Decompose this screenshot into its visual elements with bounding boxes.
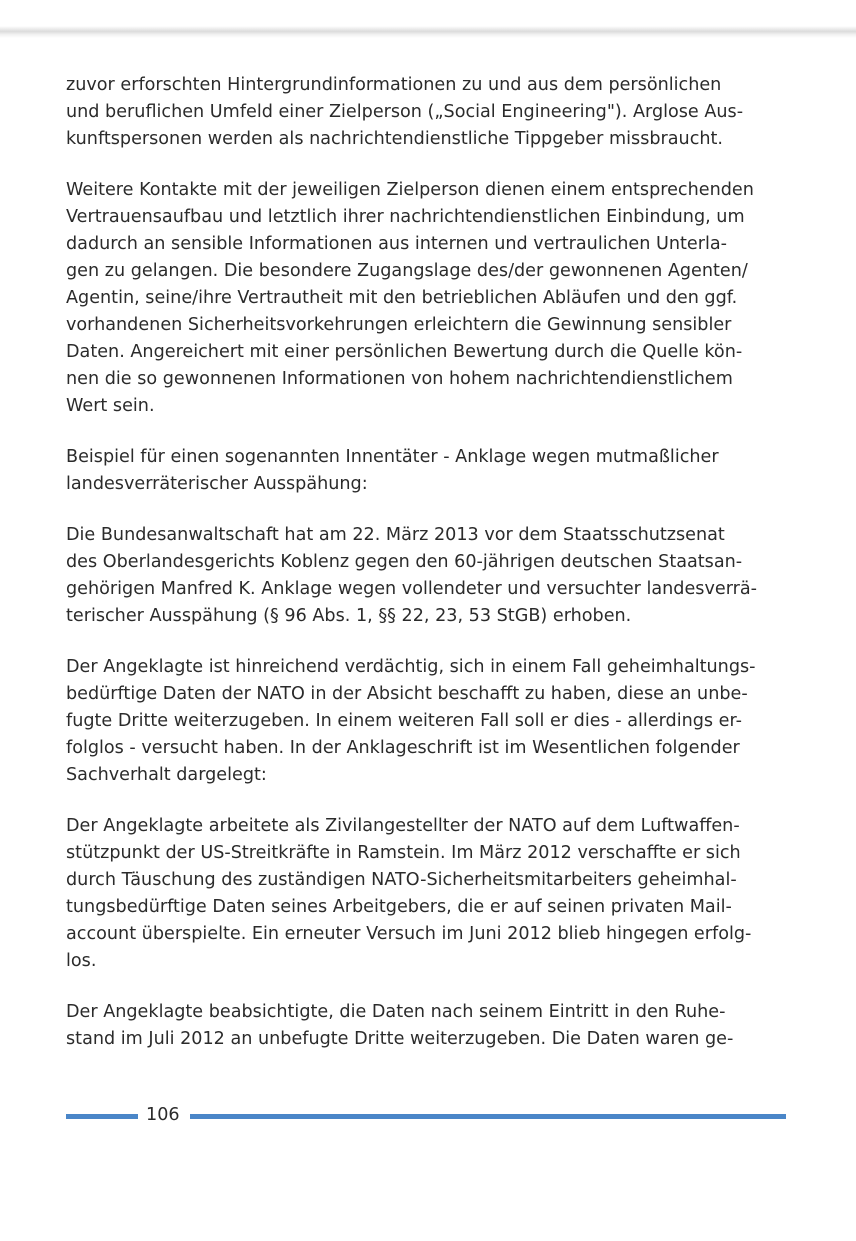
paragraph [66, 72, 796, 153]
text-line: Der Angeklagte ist hinreichend verdächtig, sich in einem Fall geheimhaltungs- [66, 657, 756, 677]
text-line: kunftspersonen werden als nachrichtendienstliche Tippgeber missbraucht. [66, 129, 724, 149]
paragraph [66, 999, 796, 1053]
text-line: des Oberlandesgerichts Koblenz gegen den 60-jährigen deutschen Staatsan- [66, 552, 743, 572]
text-line: terischer Ausspähung (§ 96 Abs. 1, §§ 22, 23, 53 StGB) erhoben. [66, 606, 632, 626]
text-line: landesverräterischer Ausspähung: [66, 474, 368, 494]
text-line: Sachverhalt dargelegt: [66, 765, 267, 785]
text-line: Der Angeklagte beabsichtigte, die Daten nach seinem Eintritt in den Ruhe- [66, 1002, 726, 1022]
text-line: Agentin, seine/ihre Vertrautheit mit den betrieblichen Abläufen und den ggf. [66, 288, 738, 308]
page-number: 106 [146, 1105, 180, 1125]
text-line: stand im Juli 2012 an unbefugte Dritte weiterzugeben. Die Daten waren ge- [66, 1029, 734, 1049]
text-line: stützpunkt der US-Streitkräfte in Ramstein. Im März 2012 verschaffte er sich [66, 843, 741, 863]
paragraph [66, 177, 796, 420]
text-line: und beruflichen Umfeld einer Zielperson („Social Engineering"). Arglose Aus- [66, 102, 744, 122]
text-line: fugte Dritte weiterzugeben. In einem weiteren Fall soll er dies - allerdings er- [66, 711, 742, 731]
text-line: nen die so gewonnenen Informationen von hohem nachrichtendienstlichem [66, 369, 733, 389]
text-line: folglos - versucht haben. In der Anklageschrift ist im Wesentlichen folgender [66, 738, 740, 758]
text-line: Die Bundesanwaltschaft hat am 22. März 2013 vor dem Staatsschutzsenat [66, 525, 725, 545]
text-line: los. [66, 951, 97, 971]
text-line: Der Angeklagte arbeitete als Zivilangestellter der NATO auf dem Luftwaffen- [66, 816, 740, 836]
text-line: tungsbedürftige Daten seines Arbeitgebers, die er auf seinen privaten Mail- [66, 897, 732, 917]
page-footer [0, 1100, 856, 1132]
paragraph [66, 444, 796, 498]
text-line: durch Täuschung des zuständigen NATO-Sicherheitsmitarbeiters geheimhal- [66, 870, 737, 890]
paragraph [66, 654, 796, 789]
text-line: dadurch an sensible Informationen aus internen und vertraulichen Unterla- [66, 234, 727, 254]
text-line: Daten. Angereichert mit einer persönlichen Bewertung durch die Quelle kön- [66, 342, 743, 362]
text-line: vorhandenen Sicherheitsvorkehrungen erleichtern die Gewinnung sensibler [66, 315, 732, 335]
paragraph [66, 813, 796, 975]
paragraph [66, 522, 796, 630]
text-line: account überspielte. Ein erneuter Versuch im Juni 2012 blieb hingegen erfolg- [66, 924, 752, 944]
text-line: gehörigen Manfred K. Anklage wegen vollendeter und versuchter landesverrä- [66, 579, 757, 599]
text-line: Beispiel für einen sogenannten Innentäter - Anklage wegen mutmaßlicher [66, 447, 719, 467]
text-line: zuvor erforschten Hintergrundinformationen zu und aus dem persönlichen [66, 75, 722, 95]
text-line: Vertrauensaufbau und letztlich ihrer nachrichtendienstlichen Einbindung, um [66, 207, 745, 227]
scan-edge-shadow [0, 26, 856, 38]
text-line: gen zu gelangen. Die besondere Zugangslage des/der gewonnenen Agenten/ [66, 261, 748, 281]
body-text [66, 72, 796, 1077]
text-line: bedürftige Daten der NATO in der Absicht beschafft zu haben, diese an unbe- [66, 684, 748, 704]
text-line: Wert sein. [66, 396, 155, 416]
text-line: Weitere Kontakte mit der jeweiligen Zielperson dienen einem entsprechenden [66, 180, 754, 200]
footer-rule-left [66, 1114, 138, 1119]
footer-rule-right [190, 1114, 786, 1119]
